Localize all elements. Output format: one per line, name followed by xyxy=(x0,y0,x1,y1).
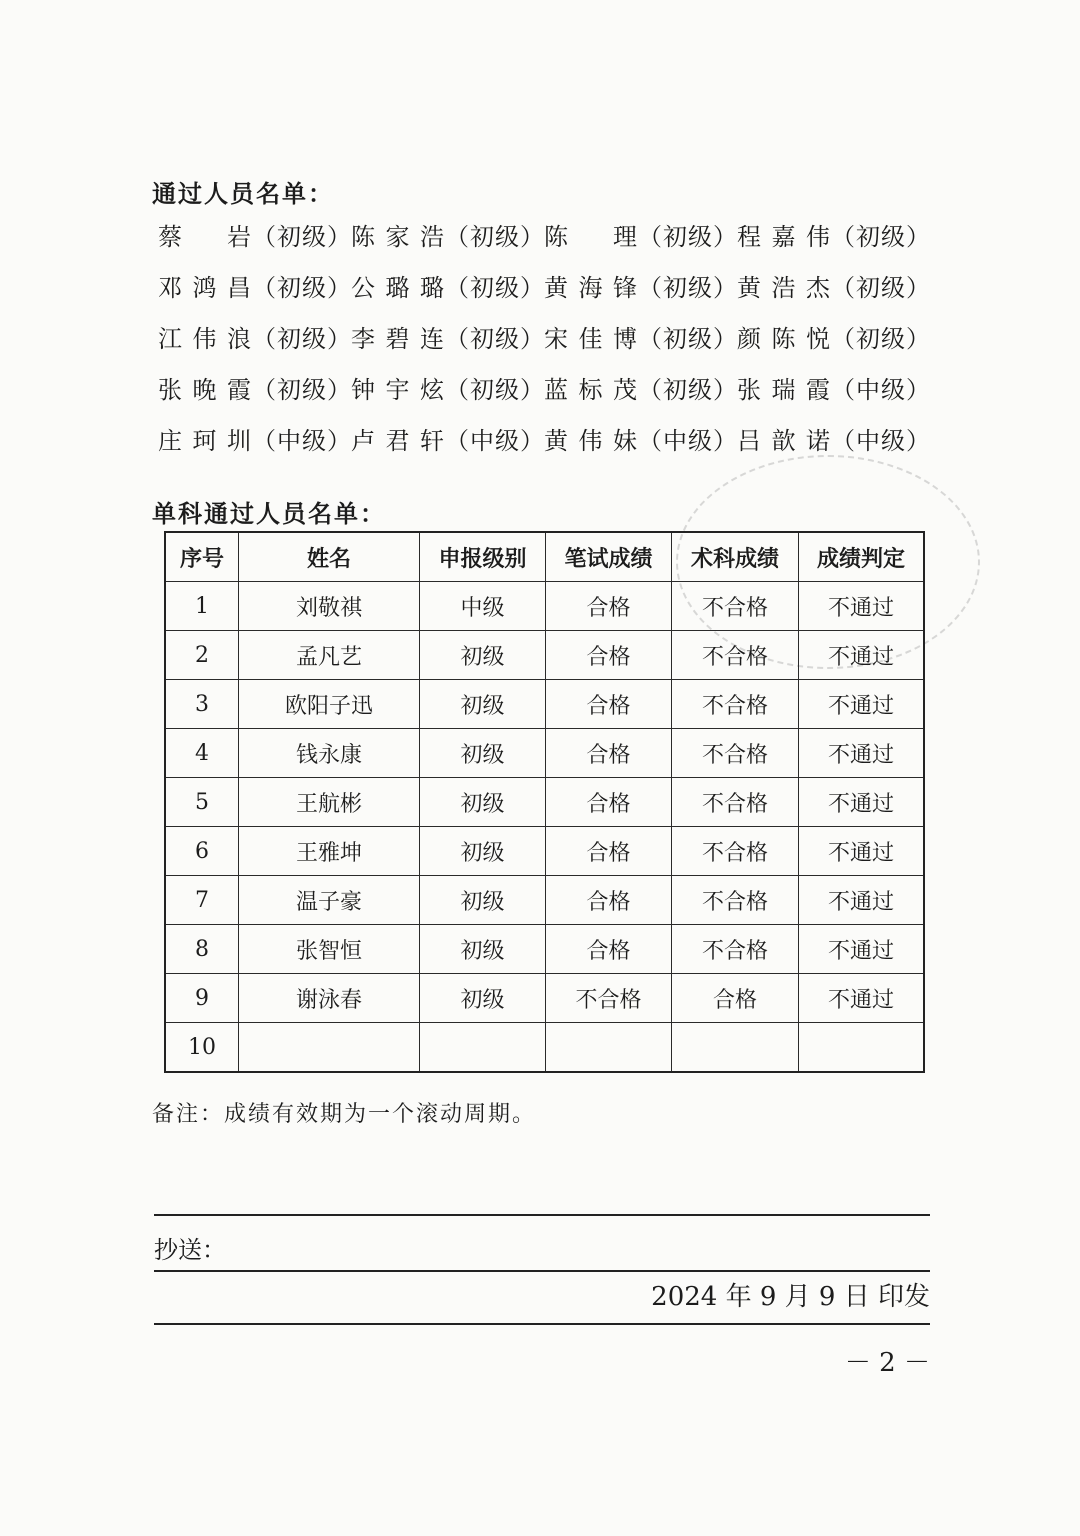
cell-index: 9 xyxy=(165,974,239,1023)
person-name: 黄海锋 xyxy=(544,274,638,302)
table-row xyxy=(165,876,924,925)
cell-name: 刘敬祺 xyxy=(239,582,420,631)
person-name: 江伟浪 xyxy=(158,325,252,353)
cell-written: 不合格 xyxy=(546,974,672,1023)
cell-name: 孟凡艺 xyxy=(239,631,420,680)
person-level: （初级） xyxy=(638,223,738,251)
cell-written: 合格 xyxy=(546,778,672,827)
person-level: （初级） xyxy=(638,325,738,353)
cell-practical: 不合格 xyxy=(672,680,799,729)
cell-index: 2 xyxy=(165,631,239,680)
person-name: 颜陈悦 xyxy=(737,325,831,353)
single-subject-heading: 单科通过人员名单： xyxy=(152,500,386,528)
passed-person xyxy=(737,324,930,355)
cell-level xyxy=(420,1023,546,1073)
cell-written: 合格 xyxy=(546,876,672,925)
cell-name: 温子豪 xyxy=(239,876,420,925)
header-level: 申报级别 xyxy=(420,532,546,582)
cell-result: 不通过 xyxy=(799,631,925,680)
cell-result: 不通过 xyxy=(799,680,925,729)
person-level: （中级） xyxy=(638,427,738,455)
cell-practical: 不合格 xyxy=(672,582,799,631)
cell-level: 初级 xyxy=(420,827,546,876)
passed-person xyxy=(351,324,544,355)
cell-result: 不通过 xyxy=(799,827,925,876)
passed-person xyxy=(351,426,544,457)
cell-result: 不通过 xyxy=(799,974,925,1023)
header-name: 姓名 xyxy=(239,532,420,582)
cell-level: 中级 xyxy=(420,582,546,631)
person-name: 公璐璐 xyxy=(351,274,445,302)
cell-level: 初级 xyxy=(420,729,546,778)
cell-index: 3 xyxy=(165,680,239,729)
cell-practical: 不合格 xyxy=(672,631,799,680)
cell-practical: 不合格 xyxy=(672,876,799,925)
person-name: 黄伟妹 xyxy=(544,427,638,455)
cell-name: 王雅坤 xyxy=(239,827,420,876)
person-name: 蔡 岩 xyxy=(158,223,252,251)
person-name: 宋佳博 xyxy=(544,325,638,353)
person-name: 卢君轩 xyxy=(351,427,445,455)
person-level: （初级） xyxy=(831,274,931,302)
person-level: （初级） xyxy=(252,325,352,353)
cell-written: 合格 xyxy=(546,631,672,680)
person-name: 陈 理 xyxy=(544,223,638,251)
table-row xyxy=(165,1023,924,1073)
cell-level: 初级 xyxy=(420,876,546,925)
cell-level: 初级 xyxy=(420,680,546,729)
table-row xyxy=(165,925,924,974)
table-header-row xyxy=(165,532,924,582)
cell-name: 钱永康 xyxy=(239,729,420,778)
person-level: （初级） xyxy=(252,376,352,404)
cell-index: 5 xyxy=(165,778,239,827)
issue-date: 2024 年 9 月 9 日 印发 xyxy=(651,1282,930,1312)
cell-practical: 合格 xyxy=(672,974,799,1023)
passed-person xyxy=(737,375,930,406)
person-level: （初级） xyxy=(831,223,931,251)
person-name: 张瑞霞 xyxy=(737,376,831,404)
header-practical: 术科成绩 xyxy=(672,532,799,582)
cell-practical xyxy=(672,1023,799,1073)
cell-written xyxy=(546,1023,672,1073)
passed-person xyxy=(544,375,737,406)
cell-name: 张智恒 xyxy=(239,925,420,974)
passed-person xyxy=(737,426,930,457)
person-level: （初级） xyxy=(831,325,931,353)
person-level: （初级） xyxy=(252,223,352,251)
passed-person xyxy=(544,273,737,304)
cell-result: 不通过 xyxy=(799,778,925,827)
passed-person xyxy=(158,324,351,355)
table-row xyxy=(165,680,924,729)
remark-note: 备注：成绩有效期为一个滚动周期。 xyxy=(152,1102,537,1127)
cell-index: 10 xyxy=(165,1023,239,1073)
cell-result: 不通过 xyxy=(799,925,925,974)
person-name: 李碧连 xyxy=(351,325,445,353)
cell-index: 7 xyxy=(165,876,239,925)
cell-index: 1 xyxy=(165,582,239,631)
table-row xyxy=(165,827,924,876)
cell-result: 不通过 xyxy=(799,876,925,925)
cell-practical: 不合格 xyxy=(672,827,799,876)
passed-person xyxy=(737,222,930,253)
table-row xyxy=(165,778,924,827)
cell-practical: 不合格 xyxy=(672,729,799,778)
passed-person xyxy=(351,273,544,304)
cell-index: 4 xyxy=(165,729,239,778)
passed-person xyxy=(158,273,351,304)
cell-level: 初级 xyxy=(420,974,546,1023)
header-index: 序号 xyxy=(165,532,239,582)
divider-bottom xyxy=(154,1323,930,1325)
cell-written: 合格 xyxy=(546,680,672,729)
person-name: 陈家浩 xyxy=(351,223,445,251)
person-name: 张晚霞 xyxy=(158,376,252,404)
person-level: （初级） xyxy=(445,274,545,302)
passed-person xyxy=(544,426,737,457)
divider-top xyxy=(154,1214,930,1216)
passed-person xyxy=(544,222,737,253)
person-name: 黄浩杰 xyxy=(737,274,831,302)
person-level: （初级） xyxy=(638,274,738,302)
cell-practical: 不合格 xyxy=(672,778,799,827)
person-name: 程嘉伟 xyxy=(737,223,831,251)
person-name: 邓鸿昌 xyxy=(158,274,252,302)
person-level: （初级） xyxy=(445,325,545,353)
single-subject-table xyxy=(164,531,925,1073)
cell-name: 谢泳春 xyxy=(239,974,420,1023)
passed-person xyxy=(158,375,351,406)
person-level: （初级） xyxy=(445,376,545,404)
cell-name: 欧阳子迅 xyxy=(239,680,420,729)
cell-index: 6 xyxy=(165,827,239,876)
cell-result: 不通过 xyxy=(799,582,925,631)
person-name: 钟宇炫 xyxy=(351,376,445,404)
cell-level: 初级 xyxy=(420,925,546,974)
person-level: （中级） xyxy=(831,427,931,455)
cell-name xyxy=(239,1023,420,1073)
header-written: 笔试成绩 xyxy=(546,532,672,582)
table-row xyxy=(165,631,924,680)
passed-person xyxy=(351,375,544,406)
passed-person xyxy=(544,324,737,355)
cell-level: 初级 xyxy=(420,778,546,827)
person-level: （初级） xyxy=(445,223,545,251)
cell-practical: 不合格 xyxy=(672,925,799,974)
person-level: （初级） xyxy=(638,376,738,404)
cell-written: 合格 xyxy=(546,729,672,778)
person-name: 蓝标茂 xyxy=(544,376,638,404)
table-row xyxy=(165,729,924,778)
cell-written: 合格 xyxy=(546,582,672,631)
cell-written: 合格 xyxy=(546,925,672,974)
person-level: （中级） xyxy=(831,376,931,404)
person-name: 吕歆诺 xyxy=(737,427,831,455)
passed-person xyxy=(737,273,930,304)
passed-person xyxy=(351,222,544,253)
person-name: 庄珂圳 xyxy=(158,427,252,455)
cell-name: 王航彬 xyxy=(239,778,420,827)
passed-person xyxy=(158,222,351,253)
passed-list-heading: 通过人员名单： xyxy=(152,180,334,208)
person-level: （中级） xyxy=(445,427,545,455)
page-number: － 2 － xyxy=(844,1348,930,1378)
cell-result xyxy=(799,1023,925,1073)
person-level: （初级） xyxy=(252,274,352,302)
cc-label: 抄送： xyxy=(154,1236,226,1264)
cell-written: 合格 xyxy=(546,827,672,876)
passed-names-grid xyxy=(158,222,931,457)
passed-person xyxy=(158,426,351,457)
header-result: 成绩判定 xyxy=(799,532,925,582)
table-row xyxy=(165,582,924,631)
person-level: （中级） xyxy=(252,427,352,455)
cell-index: 8 xyxy=(165,925,239,974)
divider-middle xyxy=(154,1270,930,1272)
cell-level: 初级 xyxy=(420,631,546,680)
table-row xyxy=(165,974,924,1023)
cell-result: 不通过 xyxy=(799,729,925,778)
